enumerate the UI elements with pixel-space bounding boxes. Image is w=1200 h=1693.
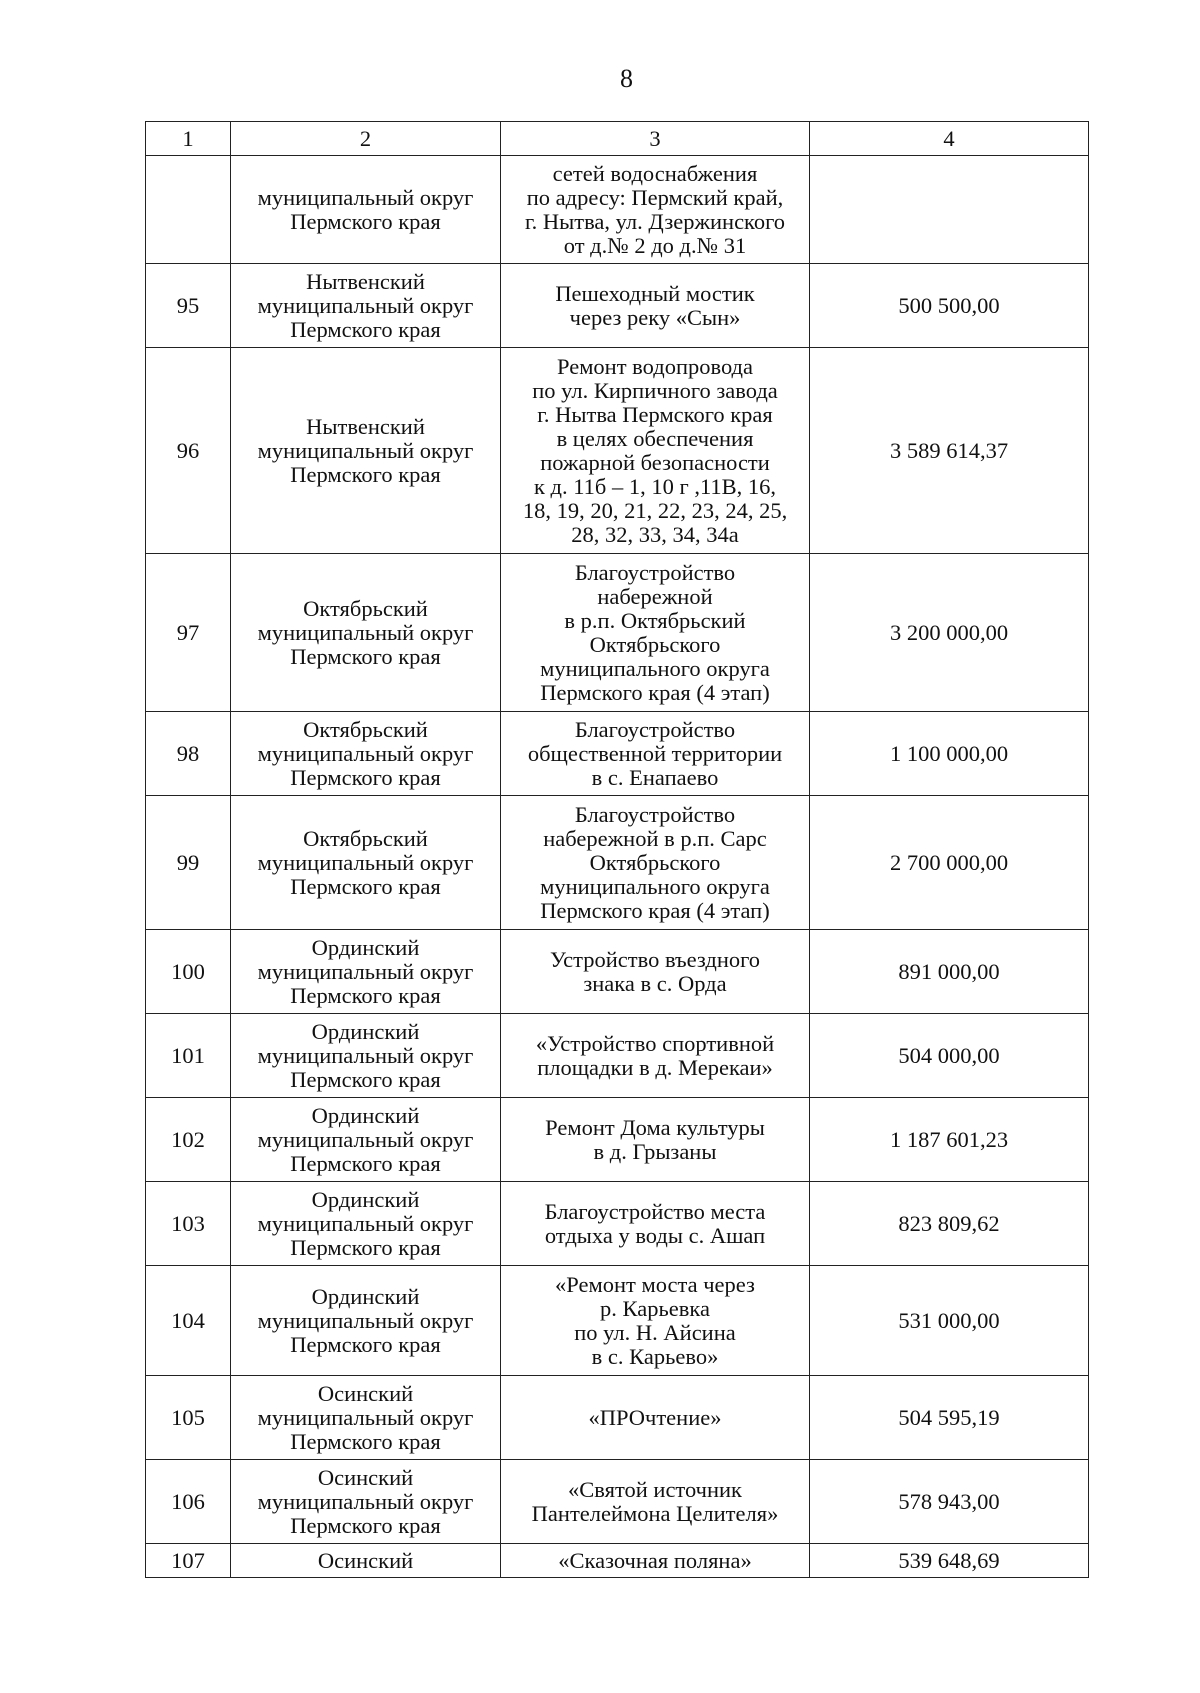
amount-cell: 3 200 000,00 xyxy=(810,554,1089,712)
district-cell: Осинский муниципальный округ Пермского края xyxy=(231,1460,501,1544)
district-cell: Ординский муниципальный округ Пермского края xyxy=(231,1098,501,1182)
row-number: 106 xyxy=(146,1460,231,1544)
row-number: 96 xyxy=(146,348,231,554)
table-row xyxy=(146,156,1089,264)
project-cell: «ПРОчтение» xyxy=(501,1376,810,1460)
row-number: 95 xyxy=(146,264,231,348)
district-cell: муниципальный округ Пермского края xyxy=(231,156,501,264)
district-cell: Ординский муниципальный округ Пермского края xyxy=(231,1182,501,1266)
table-header-row xyxy=(146,122,1089,156)
header-col-4: 4 xyxy=(810,122,1089,156)
table-body xyxy=(146,122,1089,1578)
project-cell: Благоустройство набережной в р.п. Октябрьский Октябрьского муниципального округа Пермского края (4 этап) xyxy=(501,554,810,712)
district-cell: Октябрьский муниципальный округ Пермского края xyxy=(231,554,501,712)
row-number: 97 xyxy=(146,554,231,712)
project-cell: «Святой источник Пантелеймона Целителя» xyxy=(501,1460,810,1544)
page-number: 8 xyxy=(620,64,633,93)
project-cell: «Устройство спортивной площадки в д. Мерекаи» xyxy=(501,1014,810,1098)
district-cell: Нытвенский муниципальный округ Пермского края xyxy=(231,348,501,554)
table-row xyxy=(146,1014,1089,1098)
project-cell: сетей водоснабжения по адресу: Пермский край, г. Нытва, ул. Дзержинского от д.№ 2 до д.№ 31 xyxy=(501,156,810,264)
header-col-1: 1 xyxy=(146,122,231,156)
row-number: 105 xyxy=(146,1376,231,1460)
table-row xyxy=(146,1544,1089,1578)
amount-cell: 891 000,00 xyxy=(810,930,1089,1014)
project-cell: Устройство въездного знака в с. Орда xyxy=(501,930,810,1014)
row-number: 100 xyxy=(146,930,231,1014)
row-number: 107 xyxy=(146,1544,231,1578)
project-cell: Благоустройство общественной территории в с. Енапаево xyxy=(501,712,810,796)
project-cell: «Сказочная поляна» xyxy=(501,1544,810,1578)
table-row xyxy=(146,712,1089,796)
amount-cell: 823 809,62 xyxy=(810,1182,1089,1266)
table-row xyxy=(146,1266,1089,1376)
table-row xyxy=(146,1376,1089,1460)
table-row xyxy=(146,1460,1089,1544)
amount-cell: 578 943,00 xyxy=(810,1460,1089,1544)
district-cell: Октябрьский муниципальный округ Пермского края xyxy=(231,796,501,930)
district-cell: Осинский муниципальный округ Пермского края xyxy=(231,1376,501,1460)
table-row xyxy=(146,796,1089,930)
amount-cell: 2 700 000,00 xyxy=(810,796,1089,930)
row-number: 99 xyxy=(146,796,231,930)
row-number: 102 xyxy=(146,1098,231,1182)
project-cell: Ремонт водопровода по ул. Кирпичного завода г. Нытва Пермского края в целях обеспечения пожарной безопасности к д. 11б – 1, 10 г ,11В, 16, 18, 19, 20, 21, 22, 23, 24, 25, 28, 32, 33, 34, 34а xyxy=(501,348,810,554)
amount-cell xyxy=(810,156,1089,264)
district-cell: Ординский муниципальный округ Пермского края xyxy=(231,1014,501,1098)
project-cell: Благоустройство места отдыха у воды с. Ашап xyxy=(501,1182,810,1266)
row-number: 104 xyxy=(146,1266,231,1376)
table-row xyxy=(146,1098,1089,1182)
district-cell: Ординский муниципальный округ Пермского края xyxy=(231,1266,501,1376)
project-cell: Ремонт Дома культуры в д. Грызаны xyxy=(501,1098,810,1182)
table-row xyxy=(146,264,1089,348)
row-number xyxy=(146,156,231,264)
row-number: 101 xyxy=(146,1014,231,1098)
district-cell: Осинский xyxy=(231,1544,501,1578)
table-row xyxy=(146,930,1089,1014)
amount-cell: 531 000,00 xyxy=(810,1266,1089,1376)
amount-cell: 1 100 000,00 xyxy=(810,712,1089,796)
district-cell: Октябрьский муниципальный округ Пермского края xyxy=(231,712,501,796)
table-row xyxy=(146,1182,1089,1266)
amount-cell: 3 589 614,37 xyxy=(810,348,1089,554)
amount-cell: 504 000,00 xyxy=(810,1014,1089,1098)
grants-table xyxy=(145,121,1089,1578)
district-cell: Ординский муниципальный округ Пермского края xyxy=(231,930,501,1014)
amount-cell: 504 595,19 xyxy=(810,1376,1089,1460)
table-row xyxy=(146,348,1089,554)
table-row xyxy=(146,554,1089,712)
header-col-2: 2 xyxy=(231,122,501,156)
amount-cell: 1 187 601,23 xyxy=(810,1098,1089,1182)
amount-cell: 539 648,69 xyxy=(810,1544,1089,1578)
row-number: 98 xyxy=(146,712,231,796)
project-cell: «Ремонт моста через р. Карьевка по ул. Н. Айсина в с. Карьево» xyxy=(501,1266,810,1376)
district-cell: Нытвенский муниципальный округ Пермского края xyxy=(231,264,501,348)
project-cell: Благоустройство набережной в р.п. Сарс Октябрьского муниципального округа Пермского края (4 этап) xyxy=(501,796,810,930)
amount-cell: 500 500,00 xyxy=(810,264,1089,348)
row-number: 103 xyxy=(146,1182,231,1266)
header-col-3: 3 xyxy=(501,122,810,156)
project-cell: Пешеходный мостик через реку «Сын» xyxy=(501,264,810,348)
